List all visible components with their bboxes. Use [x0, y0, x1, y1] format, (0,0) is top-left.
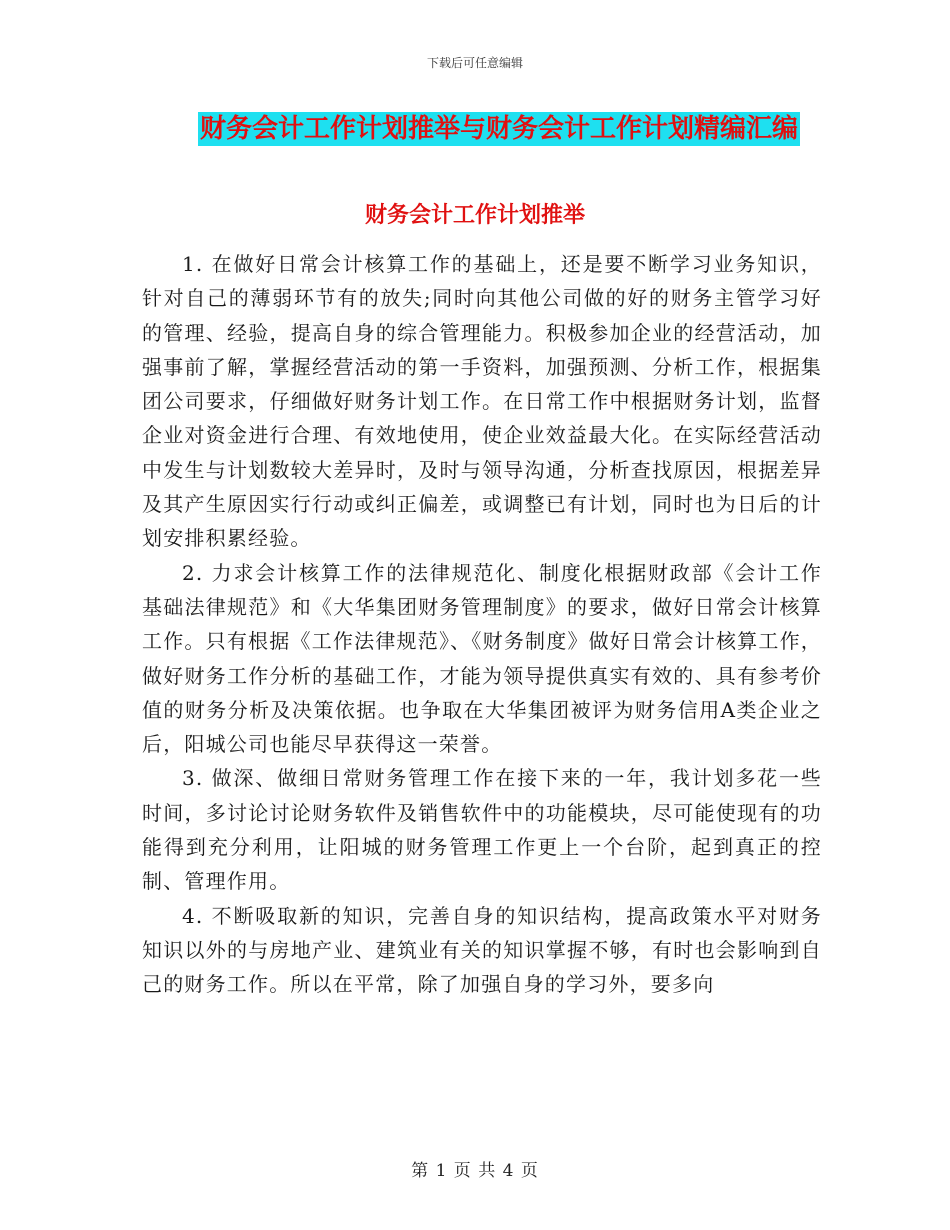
paragraph-2: 2. 力求会计核算工作的法律规范化、制度化根据财政部《会计工作基础法律规范》和《大华集团财务管理制度》的要求，做好日常会计核算工作。只有根据《工作法律规范》、《财务制度》做好日常会计核算工作，做好财务工作分析的基础工作，才能为领导提供真实有效的、具有参考价值的财务分析及决策依据。也争取在大华集团被评为财务信用A类企业之后，阳城公司也能尽早获得这一荣誉。 — [142, 560, 822, 757]
paragraph-4: 4. 不断吸取新的知识，完善自身的知识结构，提高政策水平对财务知识以外的与房地产业、建筑业有关的知识掌握不够，有时也会影响到自己的财务工作。所以在平常，除了加强自身的学习外，要多向 — [142, 903, 822, 997]
page-header-note: 下载后可任意编辑 — [426, 56, 523, 70]
body-text — [142, 247, 822, 1002]
paragraph-3: 3. 做深、做细日常财务管理工作在接下来的一年，我计划多花一些时间，多讨论讨论财务软件及销售软件中的功能模块，尽可能使现有的功能得到充分利用，让阳城的财务管理工作更上一个台阶，起到真正的控制、管理作用。 — [142, 766, 822, 894]
document-title: 财务会计工作计划推举与财务会计工作计划精编汇编 — [199, 114, 798, 144]
document-title-container — [0, 112, 950, 146]
section-title: 财务会计工作计划推举 — [364, 203, 585, 228]
paragraph-1: 1. 在做好日常会计核算工作的基础上，还是要不断学习业务知识，针对自己的薄弱环节有的放失;同时向其他公司做的好的财务主管学习好的管理、经验，提高自身的综合管理能力。积极参加企业的经营活动，加强事前了解，掌握经营活动的第一手资料，加强预测、分析工作，根据集团公司要求，仔细做好财务计划工作。在日常工作中根据财务计划，监督企业对资金进行合理、有效地使用，使企业效益最大化。在实际经营活动中发生与计划数较大差异时，及时与领导沟通，分析查找原因，根据差异及其产生原因实行行动或纠正偏差，或调整已有计划，同时也为日后的计划安排积累经验。 — [142, 252, 822, 551]
page-footer: 第 1 页 共 4 页 — [411, 1161, 539, 1181]
